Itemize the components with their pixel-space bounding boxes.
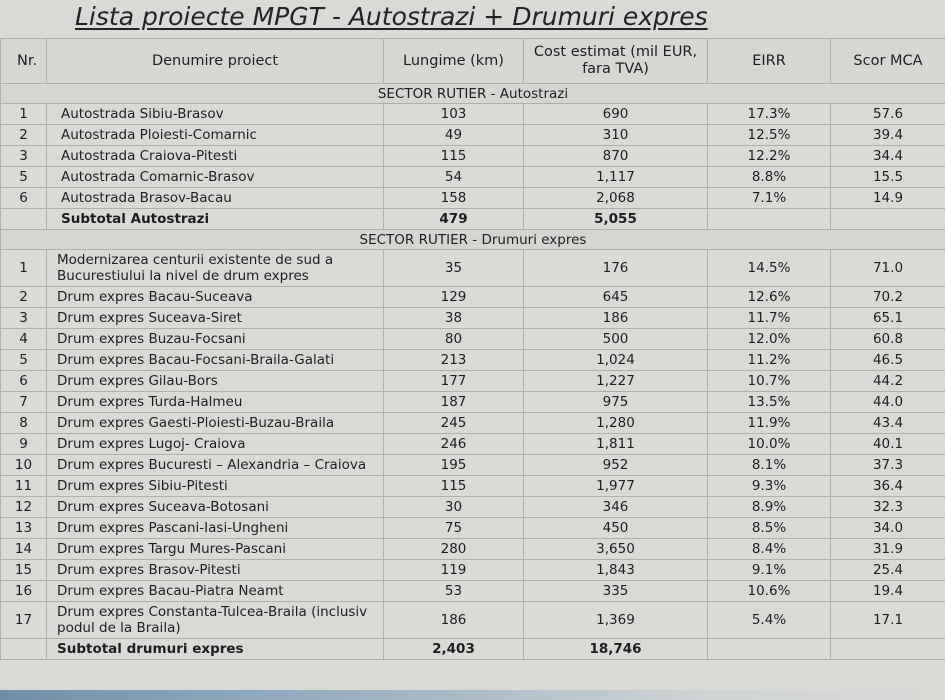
row-name: Autostrada Ploiesti-Comarnic [47, 125, 384, 146]
table-row [1, 497, 945, 518]
table-row [1, 250, 945, 287]
row-name: Drum expres Bacau-Piatra Neamt [47, 581, 384, 602]
section-label: SECTOR RUTIER - Autostrazi [1, 84, 945, 104]
row-cost: 450 [524, 518, 708, 539]
row-length: 186 [384, 602, 524, 639]
row-name: Drum expres Gaesti-Ploiesti-Buzau-Braila [47, 413, 384, 434]
row-eirr: 12.5% [708, 125, 831, 146]
table-row [1, 188, 945, 209]
row-cost: 500 [524, 329, 708, 350]
row-cost: 335 [524, 581, 708, 602]
row-mca: 40.1 [831, 434, 945, 455]
subtotal-length: 2,403 [384, 639, 524, 660]
row-cost: 310 [524, 125, 708, 146]
row-nr: 1 [1, 250, 47, 287]
row-cost: 870 [524, 146, 708, 167]
row-eirr: 8.4% [708, 539, 831, 560]
row-mca: 31.9 [831, 539, 945, 560]
table-row [1, 125, 945, 146]
section-autostrazi [1, 84, 945, 230]
row-name: Drum expres Bacau-Suceava [47, 287, 384, 308]
row-eirr: 13.5% [708, 392, 831, 413]
row-length: 280 [384, 539, 524, 560]
table-row [1, 476, 945, 497]
header-cost-line1: Cost estimat (mil EUR, [533, 44, 698, 60]
row-mca: 44.2 [831, 371, 945, 392]
subtotal-empty [1, 209, 47, 230]
row-eirr: 11.2% [708, 350, 831, 371]
row-mca: 43.4 [831, 413, 945, 434]
row-nr: 14 [1, 539, 47, 560]
row-nr: 3 [1, 146, 47, 167]
row-name: Autostrada Craiova-Pitesti [47, 146, 384, 167]
row-length: 158 [384, 188, 524, 209]
row-name: Drum expres Sibiu-Pitesti [47, 476, 384, 497]
row-cost: 1,024 [524, 350, 708, 371]
row-nr: 2 [1, 125, 47, 146]
subtotal-row [1, 639, 945, 660]
table-row [1, 602, 945, 639]
row-eirr: 8.9% [708, 497, 831, 518]
table-row [1, 308, 945, 329]
row-cost: 2,068 [524, 188, 708, 209]
row-mca: 19.4 [831, 581, 945, 602]
table-row [1, 560, 945, 581]
row-cost: 3,650 [524, 539, 708, 560]
row-cost: 645 [524, 287, 708, 308]
header-name: Denumire proiect [47, 39, 384, 84]
subtotal-cost: 5,055 [524, 209, 708, 230]
row-cost: 1,227 [524, 371, 708, 392]
section-drumuri-expres [1, 230, 945, 660]
row-cost: 690 [524, 104, 708, 125]
row-nr: 7 [1, 392, 47, 413]
row-length: 115 [384, 476, 524, 497]
row-length: 103 [384, 104, 524, 125]
row-eirr: 9.3% [708, 476, 831, 497]
row-eirr: 11.7% [708, 308, 831, 329]
row-eirr: 9.1% [708, 560, 831, 581]
row-cost: 1,369 [524, 602, 708, 639]
row-length: 213 [384, 350, 524, 371]
row-length: 53 [384, 581, 524, 602]
row-name: Autostrada Sibiu-Brasov [47, 104, 384, 125]
row-mca: 17.1 [831, 602, 945, 639]
section-label: SECTOR RUTIER - Drumuri expres [1, 230, 945, 250]
row-cost: 1,843 [524, 560, 708, 581]
row-nr: 5 [1, 350, 47, 371]
row-length: 245 [384, 413, 524, 434]
header-mca: Scor MCA [831, 39, 945, 84]
row-eirr: 12.0% [708, 329, 831, 350]
row-length: 49 [384, 125, 524, 146]
row-mca: 60.8 [831, 329, 945, 350]
row-eirr: 8.5% [708, 518, 831, 539]
row-eirr: 8.1% [708, 455, 831, 476]
row-cost: 1,811 [524, 434, 708, 455]
row-mca: 34.0 [831, 518, 945, 539]
table-row [1, 329, 945, 350]
table-row [1, 434, 945, 455]
table-row [1, 167, 945, 188]
row-length: 35 [384, 250, 524, 287]
row-length: 246 [384, 434, 524, 455]
row-name: Drum expres Suceava-Siret [47, 308, 384, 329]
table-row [1, 539, 945, 560]
row-mca: 36.4 [831, 476, 945, 497]
row-mca: 37.3 [831, 455, 945, 476]
row-eirr: 12.6% [708, 287, 831, 308]
header-length: Lungime (km) [384, 39, 524, 84]
row-mca: 39.4 [831, 125, 945, 146]
row-nr: 10 [1, 455, 47, 476]
row-nr: 12 [1, 497, 47, 518]
table-header-row [1, 39, 945, 84]
table-row [1, 518, 945, 539]
subtotal-cost: 18,746 [524, 639, 708, 660]
row-cost: 1,117 [524, 167, 708, 188]
row-mca: 44.0 [831, 392, 945, 413]
row-name: Drum expres Bucuresti – Alexandria – Craiova [47, 455, 384, 476]
row-length: 75 [384, 518, 524, 539]
row-cost: 1,977 [524, 476, 708, 497]
row-length: 115 [384, 146, 524, 167]
table-row [1, 287, 945, 308]
row-length: 38 [384, 308, 524, 329]
row-cost: 186 [524, 308, 708, 329]
row-eirr: 10.6% [708, 581, 831, 602]
row-length: 177 [384, 371, 524, 392]
row-name: Drum expres Pascani-Iasi-Ungheni [47, 518, 384, 539]
subtotal-row [1, 209, 945, 230]
subtotal-length: 479 [384, 209, 524, 230]
row-nr: 17 [1, 602, 47, 639]
header-cost [524, 39, 708, 84]
row-length: 30 [384, 497, 524, 518]
row-nr: 11 [1, 476, 47, 497]
row-name: Drum expres Brasov-Pitesti [47, 560, 384, 581]
row-mca: 57.6 [831, 104, 945, 125]
row-mca: 14.9 [831, 188, 945, 209]
row-mca: 46.5 [831, 350, 945, 371]
subtotal-label: Subtotal drumuri expres [47, 639, 384, 660]
row-mca: 32.3 [831, 497, 945, 518]
row-nr: 2 [1, 287, 47, 308]
row-name: Drum expres Constanta-Tulcea-Braila (inclusiv podul de la Braila) [47, 602, 384, 639]
row-nr: 13 [1, 518, 47, 539]
header-nr: Nr. [1, 39, 47, 84]
row-nr: 6 [1, 188, 47, 209]
row-cost: 1,280 [524, 413, 708, 434]
row-name: Drum expres Bacau-Focsani-Braila-Galati [47, 350, 384, 371]
header-cost-line2: fara TVA) [582, 61, 649, 77]
row-mca: 15.5 [831, 167, 945, 188]
subtotal-label: Subtotal Autostrazi [47, 209, 384, 230]
row-cost: 952 [524, 455, 708, 476]
subtotal-empty [831, 209, 945, 230]
row-nr: 16 [1, 581, 47, 602]
row-name: Drum expres Gilau-Bors [47, 371, 384, 392]
row-eirr: 11.9% [708, 413, 831, 434]
row-nr: 5 [1, 167, 47, 188]
table-row [1, 104, 945, 125]
row-eirr: 12.2% [708, 146, 831, 167]
table-row [1, 371, 945, 392]
section-header-row [1, 230, 945, 250]
table-row [1, 413, 945, 434]
row-length: 54 [384, 167, 524, 188]
row-name: Drum expres Buzau-Focsani [47, 329, 384, 350]
subtotal-empty [708, 209, 831, 230]
row-name: Autostrada Brasov-Bacau [47, 188, 384, 209]
row-eirr: 17.3% [708, 104, 831, 125]
row-name: Drum expres Suceava-Botosani [47, 497, 384, 518]
row-length: 119 [384, 560, 524, 581]
row-nr: 15 [1, 560, 47, 581]
row-eirr: 10.7% [708, 371, 831, 392]
subtotal-empty [831, 639, 945, 660]
row-cost: 176 [524, 250, 708, 287]
row-eirr: 14.5% [708, 250, 831, 287]
row-mca: 71.0 [831, 250, 945, 287]
row-cost: 975 [524, 392, 708, 413]
row-name: Modernizarea centurii existente de sud a Bucurestiului la nivel de drum expres [47, 250, 384, 287]
row-mca: 34.4 [831, 146, 945, 167]
row-mca: 65.1 [831, 308, 945, 329]
row-nr: 1 [1, 104, 47, 125]
row-name: Drum expres Targu Mures-Pascani [47, 539, 384, 560]
table-row [1, 146, 945, 167]
row-length: 129 [384, 287, 524, 308]
row-name: Autostrada Comarnic-Brasov [47, 167, 384, 188]
row-nr: 8 [1, 413, 47, 434]
table-row [1, 581, 945, 602]
section-header-row [1, 84, 945, 104]
row-nr: 9 [1, 434, 47, 455]
projects-table [0, 38, 945, 660]
row-eirr: 8.8% [708, 167, 831, 188]
row-eirr: 10.0% [708, 434, 831, 455]
row-eirr: 7.1% [708, 188, 831, 209]
header-eirr: EIRR [708, 39, 831, 84]
row-eirr: 5.4% [708, 602, 831, 639]
row-length: 187 [384, 392, 524, 413]
row-length: 80 [384, 329, 524, 350]
row-nr: 4 [1, 329, 47, 350]
row-length: 195 [384, 455, 524, 476]
subtotal-empty [1, 639, 47, 660]
row-nr: 6 [1, 371, 47, 392]
table-row [1, 392, 945, 413]
row-nr: 3 [1, 308, 47, 329]
document-title: Lista proiecte MPGT - Autostrazi + Drumuri expres [75, 2, 708, 31]
row-mca: 25.4 [831, 560, 945, 581]
subtotal-empty [708, 639, 831, 660]
row-name: Drum expres Turda-Halmeu [47, 392, 384, 413]
table-row [1, 350, 945, 371]
row-mca: 70.2 [831, 287, 945, 308]
row-name: Drum expres Lugoj- Craiova [47, 434, 384, 455]
table-row [1, 455, 945, 476]
bottom-decorative-bar [0, 690, 945, 700]
row-cost: 346 [524, 497, 708, 518]
